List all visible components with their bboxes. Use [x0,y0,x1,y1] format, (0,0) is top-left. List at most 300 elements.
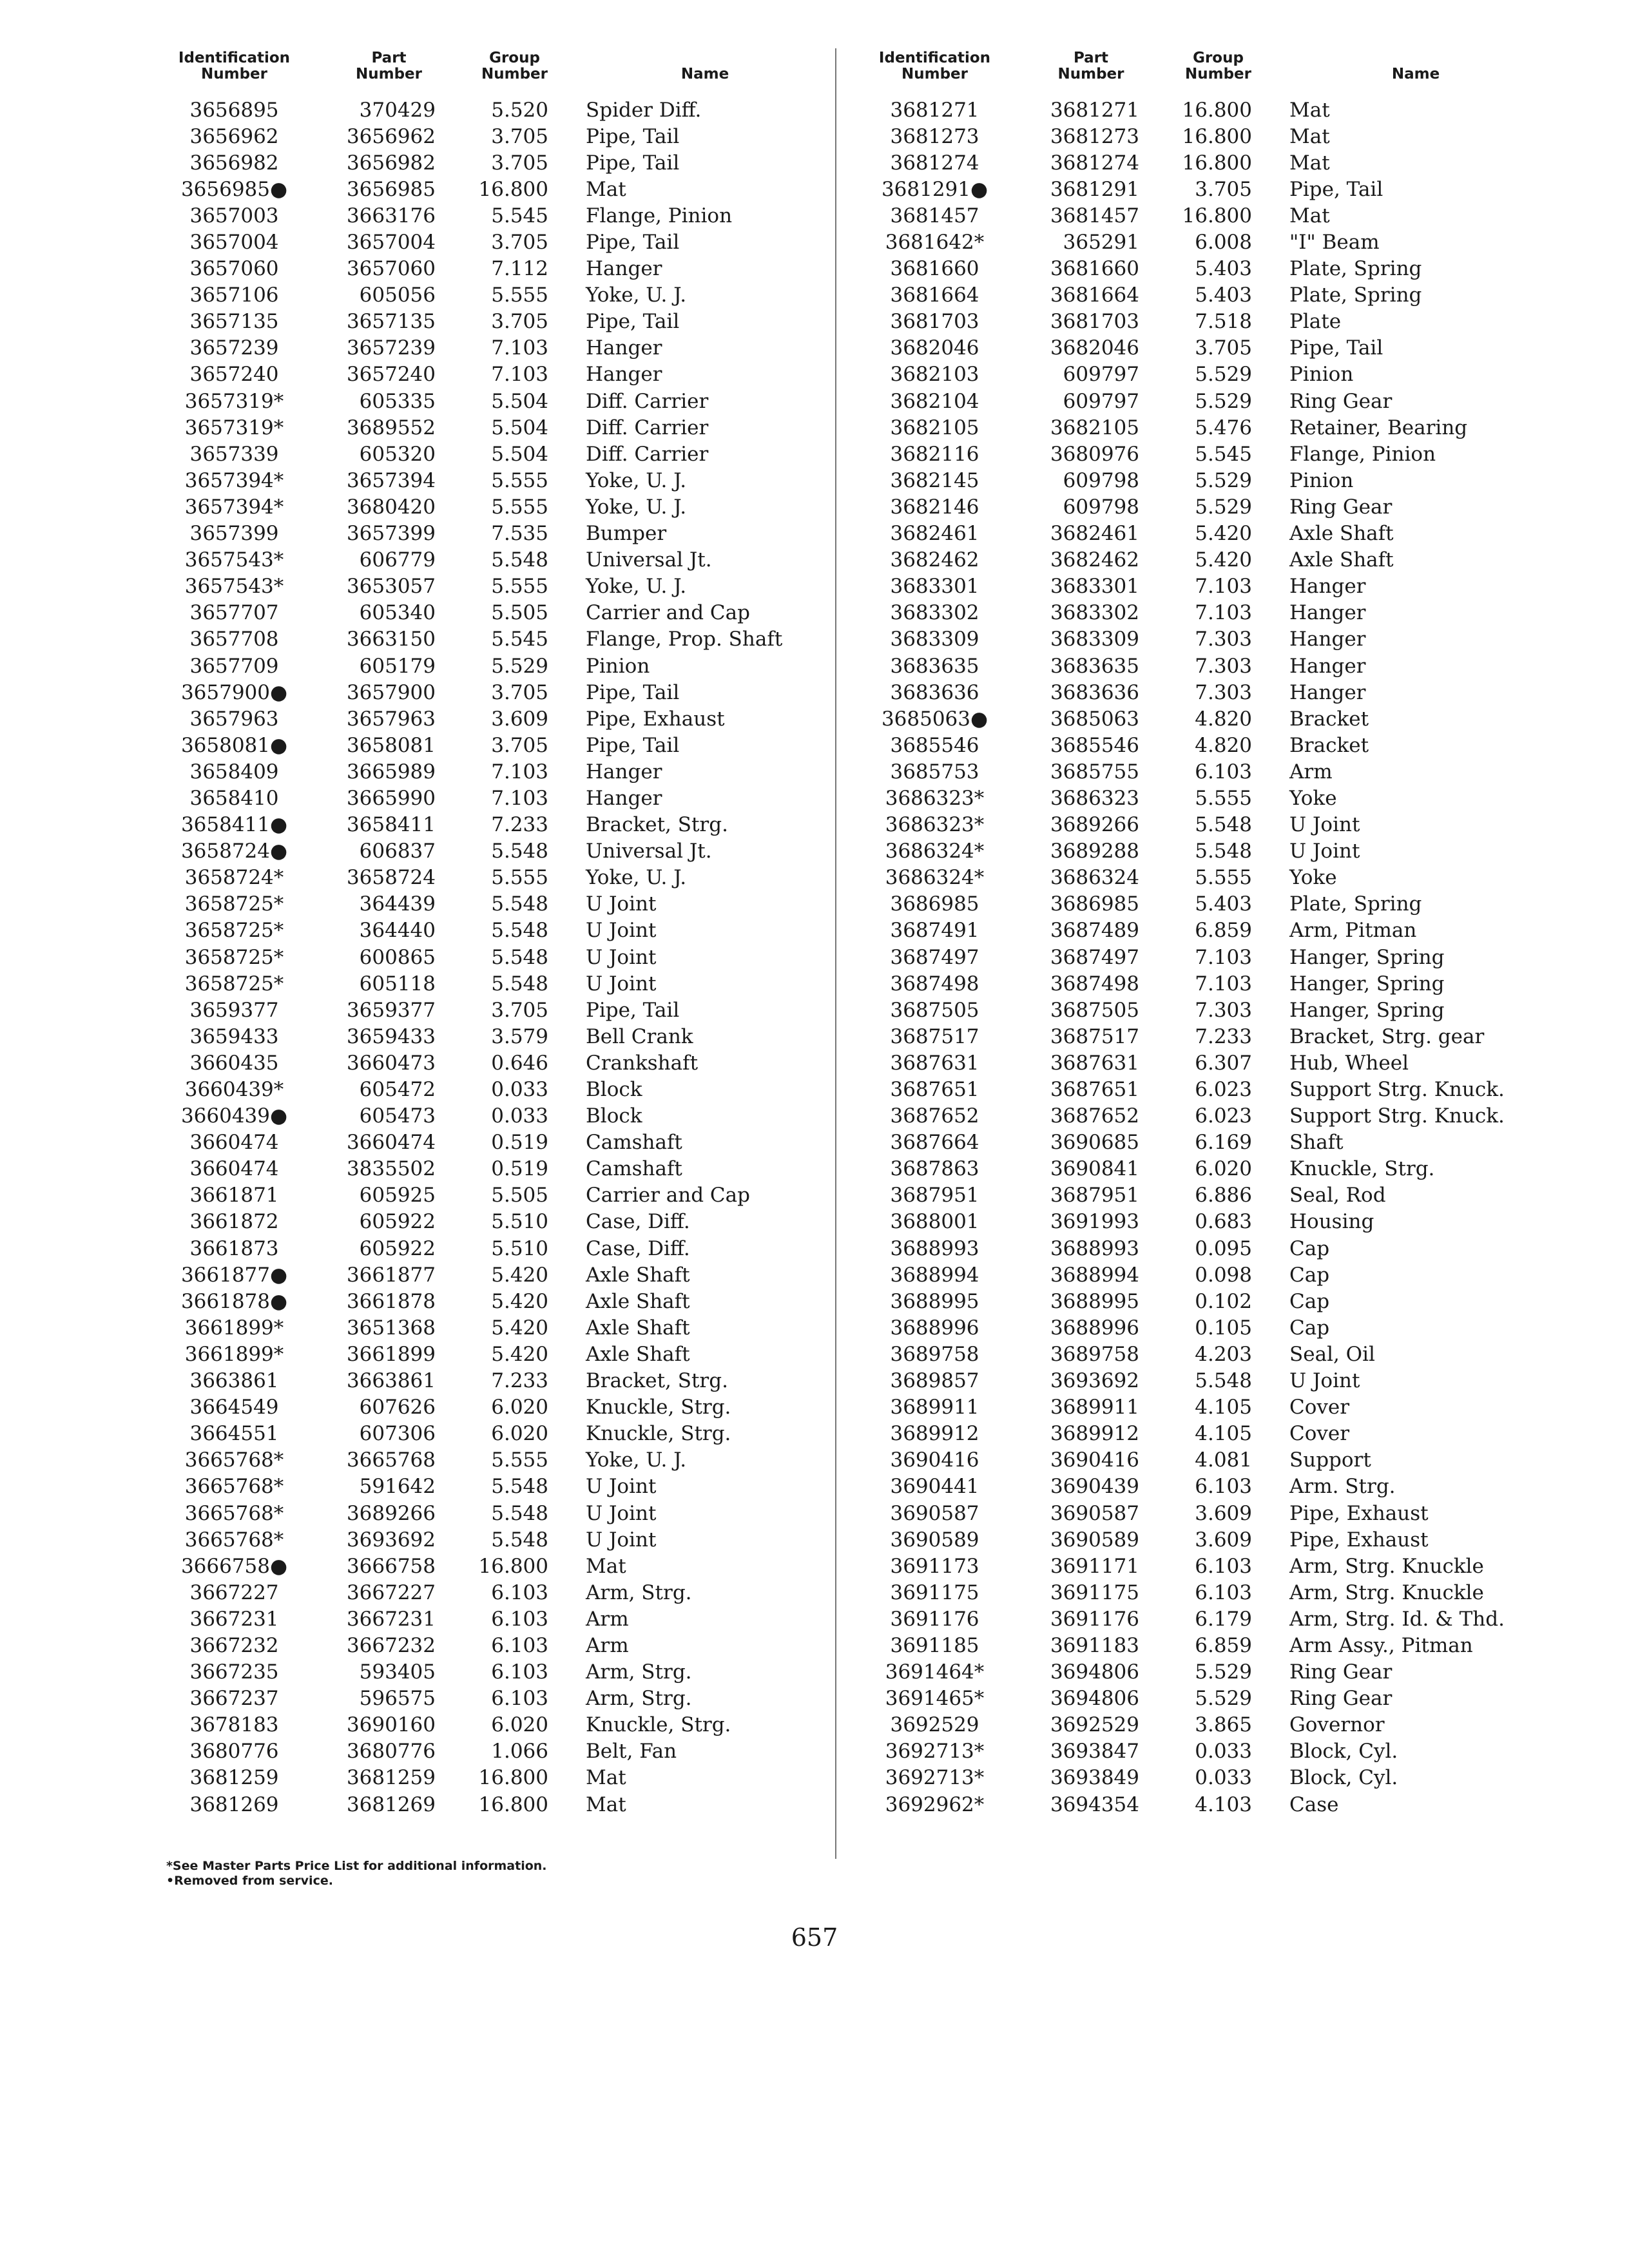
part-number-cell: 3657135 [346,310,436,334]
part-name-cell: Ring Gear [1289,1687,1393,1711]
part-number-cell: 605925 [359,1184,436,1207]
table-row [853,573,1542,600]
header-identification-number: Identification Number [178,50,291,82]
part-number-cell: 3657399 [346,522,436,546]
group-number-cell: 3.609 [1195,1528,1252,1552]
part-name-cell: Cap [1289,1289,1330,1313]
identification-number-cell: 3665768* [184,1501,284,1525]
group-number-cell: 7.303 [1195,628,1252,651]
table-row [152,1553,824,1579]
part-name-cell: Arm, Strg. Knuckle [1289,1554,1484,1578]
identification-number-cell: 3658409 [189,760,279,783]
part-name-cell: Hub, Wheel [1289,1051,1409,1075]
identification-number-cell: 3667231 [189,1607,279,1631]
table-row [853,1182,1542,1209]
table-row [853,361,1542,388]
table-row [152,467,824,494]
group-number-cell: 16.800 [478,177,548,201]
part-name-cell: Plate, Spring [1289,284,1422,307]
identification-number-cell: 3687651 [890,1078,979,1102]
identification-number-cell: 3689758 [890,1342,979,1366]
identification-number-cell: 3660435 [189,1051,279,1075]
group-number-cell: 7.103 [491,336,548,360]
part-name-cell: Yoke, U. J. [586,1448,687,1472]
part-number-cell: 3665768 [346,1448,436,1472]
table-row [853,600,1542,626]
table-row [152,1023,824,1050]
identification-number-cell: 3657239 [189,336,279,360]
identification-number-cell: 3656982 [189,151,279,175]
table-row [853,388,1542,414]
group-number-cell: 5.545 [491,204,548,227]
table-row [853,1712,1542,1738]
part-number-cell: 3694806 [1050,1660,1139,1684]
part-name-cell: Diff. Carrier [586,442,709,466]
identification-number-cell: 3657060 [189,257,279,281]
part-name-cell: Mat [586,1766,626,1790]
part-name-cell: Hanger [586,760,662,783]
part-number-cell: 3656962 [346,124,436,148]
group-number-cell: 7.103 [1195,972,1252,995]
part-number-cell: 3690587 [1050,1501,1139,1525]
part-name-cell: Cap [1289,1263,1330,1287]
table-row [853,123,1542,149]
part-number-cell: 3835502 [346,1157,436,1181]
part-number-cell: 3690589 [1050,1528,1139,1552]
part-name-cell: Hanger, Spring [1289,945,1445,969]
identification-number-cell: 3658725* [184,972,284,995]
parts-table-right [853,40,1542,1818]
group-number-cell: 16.800 [478,1554,548,1578]
table-row [152,997,824,1023]
part-name-cell: Pipe, Tail [586,733,680,757]
part-name-cell: Pipe, Tail [586,310,680,334]
group-number-cell: 5.504 [491,416,548,439]
part-number-cell: 3691175 [1050,1581,1139,1604]
part-number-cell: 3691171 [1050,1554,1139,1578]
identification-number-cell: 3660439* [184,1078,284,1102]
table-row [853,1023,1542,1050]
identification-number-cell: 3682046 [890,336,979,360]
group-number-cell: 5.403 [1195,892,1252,916]
group-number-cell: 7.103 [1195,945,1252,969]
part-name-cell: Pinion [1289,468,1354,492]
group-number-cell: 5.548 [491,892,548,916]
group-number-cell: 5.548 [491,548,548,572]
group-number-cell: 3.705 [491,310,548,334]
group-number-cell: 6.020 [1195,1157,1252,1181]
part-name-cell: Diff. Carrier [586,389,709,413]
identification-number-cell: 3682145 [890,468,979,492]
part-number-cell: 3690439 [1050,1475,1139,1499]
part-name-cell: Flange, Pinion [1289,442,1436,466]
table-row [152,1500,824,1526]
part-number-cell: 3683309 [1050,628,1139,651]
identification-number-cell: 3661877● [180,1263,288,1287]
identification-number-cell: 3657709 [189,654,279,678]
header-identification-number: Identification Number [878,50,991,82]
identification-number-cell: 3658724● [180,840,288,863]
part-number-cell: 3667232 [346,1633,436,1657]
group-number-cell: 5.476 [1195,416,1252,439]
identification-number-cell: 3681660 [890,257,979,281]
table-row [853,521,1542,547]
table-row [853,1262,1542,1288]
part-name-cell: Axle Shaft [586,1263,690,1287]
part-name-cell: Arm, Strg. [586,1687,692,1711]
group-number-cell: 7.103 [491,760,548,783]
part-name-cell: Plate, Spring [1289,257,1422,281]
identification-number-cell: 3691464* [885,1660,985,1684]
identification-number-cell: 3686324* [885,840,985,863]
table-row [152,1314,824,1341]
part-number-cell: 3691993 [1050,1210,1139,1234]
table-row [152,1686,824,1712]
identification-number-cell: 3690441 [890,1475,979,1499]
table-row [853,1553,1542,1579]
table-row [853,494,1542,520]
part-name-cell: Pipe, Tail [586,680,680,704]
part-number-cell: 3657394 [346,468,436,492]
group-number-cell: 5.420 [491,1289,548,1313]
part-name-cell: Block, Cyl. [1289,1766,1398,1790]
part-name-cell: Mat [1289,151,1330,175]
part-number-cell: 609797 [1063,389,1139,413]
part-number-cell: 606837 [359,840,436,863]
group-number-cell: 16.800 [478,1766,548,1790]
part-name-cell: Arm, Strg. [586,1660,692,1684]
part-number-cell: 3656982 [346,151,436,175]
identification-number-cell: 3657399 [189,522,279,546]
part-number-cell: 605922 [359,1236,436,1260]
part-number-cell: 609797 [1063,363,1139,387]
identification-number-cell: 3661899* [184,1342,284,1366]
part-name-cell: Pipe, Tail [586,124,680,148]
group-number-cell: 1.066 [491,1740,548,1763]
part-number-cell: 3687951 [1050,1184,1139,1207]
part-name-cell: Hanger [586,257,662,281]
table-row [853,758,1542,785]
group-number-cell: 7.233 [491,1369,548,1393]
identification-number-cell: 3690587 [890,1501,979,1525]
identification-number-cell: 3661878● [180,1289,288,1313]
group-number-cell: 7.518 [1195,310,1252,334]
part-name-cell: U Joint [586,1475,657,1499]
group-number-cell: 6.103 [491,1660,548,1684]
part-name-cell: Camshaft [586,1131,682,1155]
part-name-cell: Hanger, Spring [1289,998,1445,1022]
part-number-cell: 3663861 [346,1369,436,1393]
part-name-cell: Axle Shaft [1289,522,1394,546]
identification-number-cell: 3691185 [890,1633,979,1657]
table-row [853,467,1542,494]
table-row [152,1632,824,1658]
group-number-cell: 3.705 [1195,177,1252,201]
identification-number-cell: 3658081● [180,733,288,757]
group-number-cell: 0.683 [1195,1210,1252,1234]
table-row [152,812,824,838]
group-number-cell: 5.529 [1195,495,1252,519]
table-row [853,1421,1542,1447]
identification-number-cell: 3657394* [184,495,284,519]
table-row [853,1209,1542,1235]
group-number-cell: 0.519 [491,1131,548,1155]
group-number-cell: 0.098 [1195,1263,1252,1287]
footnotes [166,1859,547,1888]
group-number-cell: 6.103 [491,1581,548,1604]
group-number-cell: 6.008 [1195,231,1252,255]
identification-number-cell: 3681271 [890,98,979,122]
part-name-cell: Spider Diff. [586,98,702,122]
part-name-cell: Hanger [586,786,662,810]
part-number-cell: 605335 [359,389,436,413]
identification-number-cell: 3664549 [189,1396,279,1419]
column-divider [835,48,836,1859]
identification-number-cell: 3687951 [890,1184,979,1207]
part-name-cell: Mat [1289,204,1330,227]
group-number-cell: 3.705 [491,151,548,175]
table-row [152,441,824,467]
part-name-cell: Pipe, Exhaust [586,707,725,731]
part-number-cell: 3658724 [346,866,436,890]
identification-number-cell: 3657900● [180,680,288,704]
group-number-cell: 4.203 [1195,1342,1252,1366]
identification-number-cell: 3682104 [890,389,979,413]
table-row [853,1526,1542,1553]
part-name-cell: Hanger, Spring [1289,972,1445,995]
table-row [152,706,824,732]
table-row [853,838,1542,865]
table-row [152,865,824,891]
group-number-cell: 5.548 [491,1475,548,1499]
table-row [853,1738,1542,1765]
part-name-cell: Cover [1289,1422,1350,1446]
part-number-cell: 3680420 [346,495,436,519]
identification-number-cell: 3692713* [885,1740,985,1763]
part-number-cell: 3653057 [346,575,436,599]
part-number-cell: 3688996 [1050,1316,1139,1340]
group-number-cell: 5.545 [1195,442,1252,466]
group-number-cell: 6.020 [491,1713,548,1737]
table-row [152,758,824,785]
part-name-cell: Knuckle, Strg. [1289,1157,1435,1181]
table-row [853,944,1542,970]
table-row [853,414,1542,441]
table-row [152,1235,824,1262]
identification-number-cell: 3681291● [881,177,988,201]
table-row [853,256,1542,282]
identification-number-cell: 3656962 [189,124,279,148]
part-number-cell: 605472 [359,1078,436,1102]
part-name-cell: Support Strg. Knuck. [1289,1104,1505,1128]
identification-number-cell: 3659433 [189,1024,279,1048]
part-number-cell: 3688994 [1050,1263,1139,1287]
part-number-cell: 3693692 [346,1528,436,1552]
part-number-cell: 3661878 [346,1289,436,1313]
table-row [152,229,824,255]
group-number-cell: 3.705 [491,998,548,1022]
part-name-cell: Arm, Strg. [586,1581,692,1604]
table-row [853,1659,1542,1686]
part-number-cell: 3688993 [1050,1236,1139,1260]
identification-number-cell: 3686323* [885,813,985,837]
table-row [853,1632,1542,1658]
identification-number-cell: 3683636 [890,680,979,704]
part-number-cell: 3691183 [1050,1633,1139,1657]
group-number-cell: 3.579 [491,1024,548,1048]
part-number-cell: 3692529 [1050,1713,1139,1737]
table-row [853,1579,1542,1606]
table-row [853,891,1542,918]
part-number-cell: 3693692 [1050,1369,1139,1393]
identification-number-cell: 3659377 [189,998,279,1022]
part-number-cell: 606779 [359,548,436,572]
part-number-cell: 3659433 [346,1024,436,1048]
parts-table-left [152,40,824,1818]
part-name-cell: Bracket, Strg. [586,1369,728,1393]
part-name-cell: Cap [1289,1316,1330,1340]
group-number-cell: 0.033 [1195,1740,1252,1763]
right-parts-column [853,40,1542,1818]
part-number-cell: 3656985 [346,177,436,201]
group-number-cell: 7.303 [1195,998,1252,1022]
part-name-cell: Case, Diff. [586,1236,690,1260]
part-name-cell: Crankshaft [586,1051,699,1075]
part-number-cell: 3661877 [346,1263,436,1287]
part-name-cell: Hanger [1289,654,1366,678]
identification-number-cell: 3687664 [890,1131,979,1155]
table-row [152,123,824,149]
part-number-cell: 3680776 [346,1740,436,1763]
part-name-cell: Seal, Oil [1289,1342,1375,1366]
table-row [853,865,1542,891]
group-number-cell: 4.105 [1195,1396,1252,1419]
part-name-cell: Arm [586,1607,629,1631]
part-number-cell: 3681269 [346,1792,436,1816]
part-name-cell: Knuckle, Strg. [586,1713,731,1737]
group-number-cell: 6.103 [491,1633,548,1657]
table-row [152,944,824,970]
identification-number-cell: 3685063● [881,707,988,731]
part-name-cell: Yoke [1289,786,1337,810]
group-number-cell: 5.529 [1195,363,1252,387]
table-row [853,653,1542,679]
part-number-cell: 3659377 [346,998,436,1022]
group-number-cell: 4.820 [1195,707,1252,731]
table-row [853,732,1542,758]
part-name-cell: Ring Gear [1289,495,1393,519]
table-row [853,679,1542,706]
identification-number-cell: 3658725* [184,892,284,916]
table-row [853,706,1542,732]
identification-number-cell: 3661873 [189,1236,279,1260]
part-name-cell: Seal, Rod [1289,1184,1386,1207]
table-row [152,600,824,626]
group-number-cell: 6.020 [491,1422,548,1446]
table-row [152,335,824,361]
group-number-cell: 5.403 [1195,284,1252,307]
table-row [853,202,1542,229]
identification-number-cell: 3691173 [890,1554,979,1578]
part-number-cell: 3681660 [1050,257,1139,281]
identification-number-cell: 3665768* [184,1448,284,1472]
group-number-cell: 5.529 [1195,1660,1252,1684]
part-name-cell: Mat [586,177,626,201]
part-number-cell: 3687517 [1050,1024,1139,1048]
part-number-cell: 3687505 [1050,998,1139,1022]
table-row [152,521,824,547]
part-number-cell: 609798 [1063,495,1139,519]
part-name-cell: Flange, Prop. Shaft [586,628,783,651]
group-number-cell: 5.504 [491,389,548,413]
part-name-cell: U Joint [586,1528,657,1552]
part-number-cell: 3694806 [1050,1687,1139,1711]
table-row [152,1738,824,1765]
part-name-cell: Hanger [586,363,662,387]
part-number-cell: 3690685 [1050,1131,1139,1155]
identification-number-cell: 3686324* [885,866,985,890]
part-number-cell: 365291 [1063,231,1139,255]
identification-number-cell: 3657004 [189,231,279,255]
part-number-cell: 3682461 [1050,522,1139,546]
identification-number-cell: 3682461 [890,522,979,546]
group-number-cell: 5.555 [491,1448,548,1472]
group-number-cell: 5.510 [491,1236,548,1260]
identification-number-cell: 3658724* [184,866,284,890]
table-row [853,1314,1542,1341]
identification-number-cell: 3660474 [189,1157,279,1181]
table-row [853,176,1542,202]
part-number-cell: 3666758 [346,1554,436,1578]
part-number-cell: 3665989 [346,760,436,783]
header-name: Name [680,66,729,82]
group-number-cell: 5.420 [491,1316,548,1340]
part-name-cell: Bell Crank [586,1024,693,1048]
table-row [152,1394,824,1421]
group-number-cell: 5.520 [491,98,548,122]
identification-number-cell: 3657543* [184,575,284,599]
identification-number-cell: 3681664 [890,284,979,307]
header-group-number: Group Number [481,50,548,82]
group-number-cell: 16.800 [1182,204,1252,227]
part-number-cell: 605118 [359,972,436,995]
group-number-cell: 4.105 [1195,1422,1252,1446]
identification-number-cell: 3665768* [184,1475,284,1499]
part-number-cell: 3685063 [1050,707,1139,731]
part-name-cell: Knuckle, Strg. [586,1396,731,1419]
part-name-cell: Diff. Carrier [586,416,709,439]
part-number-cell: 3687497 [1050,945,1139,969]
identification-number-cell: 3660474 [189,1131,279,1155]
part-name-cell: Arm, Pitman [1289,919,1417,943]
group-number-cell: 6.023 [1195,1078,1252,1102]
identification-number-cell: 3690589 [890,1528,979,1552]
group-number-cell: 3.705 [491,231,548,255]
table-row [152,626,824,653]
part-number-cell: 607306 [359,1422,436,1446]
part-name-cell: Universal Jt. [586,840,712,863]
table-row [853,282,1542,309]
identification-number-cell: 3681703 [890,310,979,334]
identification-number-cell: 3687517 [890,1024,979,1048]
group-number-cell: 4.081 [1195,1448,1252,1472]
table-row [152,732,824,758]
part-number-cell: 591642 [359,1475,436,1499]
table-row [853,1606,1542,1632]
part-number-cell: 3686323 [1050,786,1139,810]
identification-number-cell: 3692713* [885,1766,985,1790]
part-name-cell: U Joint [586,892,657,916]
